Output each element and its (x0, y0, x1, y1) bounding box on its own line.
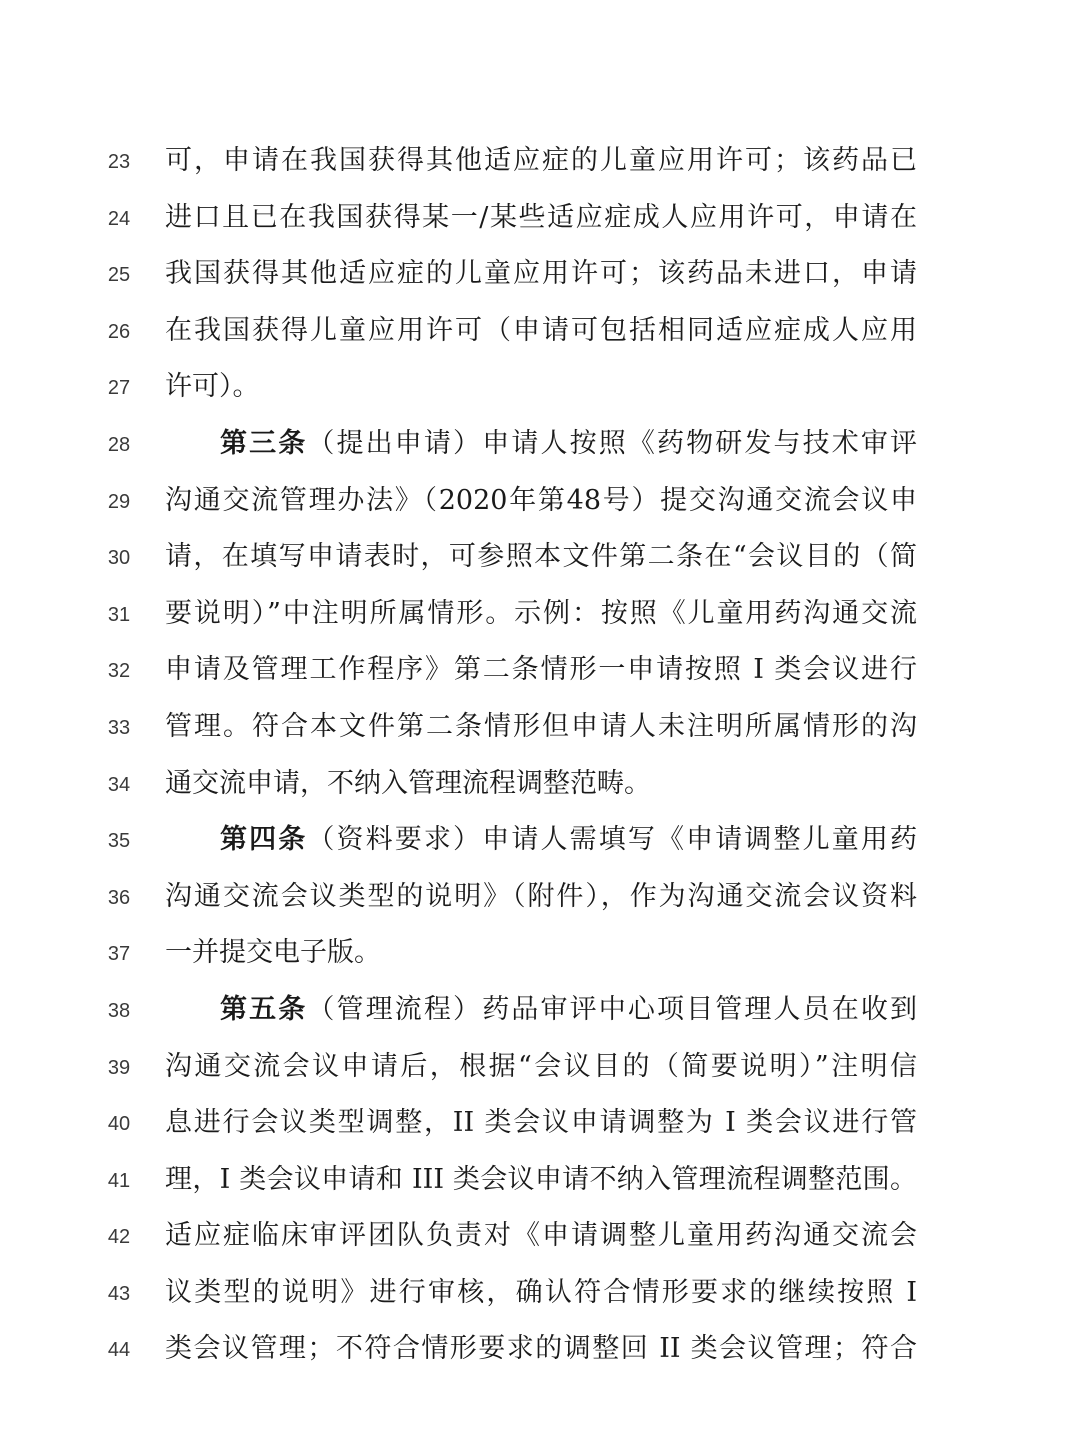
line-text: 沟通交流会议申请后，根据“会议目的（简要说明）”注明信 (165, 1051, 917, 1082)
line-number: 29 (107, 491, 131, 513)
line-number: 40 (107, 1113, 131, 1135)
text-line (0, 1101, 1080, 1145)
line-number: 24 (107, 208, 131, 230)
article-text: （资料要求）申请人需填写《申请调整儿童用药 (307, 824, 918, 855)
line-number: 41 (107, 1170, 131, 1192)
line-number: 25 (107, 264, 131, 286)
line-text: 我国获得其他适应症的儿童应用许可；该药品未进口，申请 (165, 258, 917, 289)
line-text: 请，在填写申请表时，可参照本文件第二条在“会议目的（简 (165, 541, 917, 572)
line-number: 26 (107, 321, 131, 343)
line-number: 35 (107, 830, 131, 852)
text-line (0, 196, 1080, 240)
line-text: 理，I 类会议申请和 III 类会议申请不纳入管理流程调整范围。 (165, 1164, 917, 1195)
line-number: 42 (107, 1226, 131, 1248)
line-number: 39 (107, 1057, 131, 1079)
article-heading-line (0, 818, 1080, 862)
article-text: （提出申请）申请人按照《药物研发与技术审评 (307, 428, 918, 459)
line-text: 通交流申请，不纳入管理流程调整范畴。 (165, 768, 651, 799)
line-number: 38 (107, 1000, 131, 1022)
line-number: 44 (107, 1339, 131, 1361)
line-number: 32 (107, 660, 131, 682)
line-text (220, 988, 917, 1032)
text-line (0, 705, 1080, 749)
text-line (0, 648, 1080, 692)
line-text: 沟通交流管理办法》（2020年第48号）提交沟通交流会议申 (165, 485, 917, 516)
line-text: 可，申请在我国获得其他适应症的儿童应用许可；该药品已 (165, 145, 917, 176)
text-line (0, 592, 1080, 636)
line-text (220, 818, 917, 862)
text-line (0, 252, 1080, 296)
article-title: 第四条 (220, 824, 308, 855)
line-text: 要说明）”中注明所属情形。示例：按照《儿童用药沟通交流 (165, 598, 917, 629)
line-text: 息进行会议类型调整，II 类会议申请调整为 I 类会议进行管 (165, 1107, 917, 1138)
line-text (220, 422, 917, 466)
text-line (0, 931, 1080, 975)
line-text: 适应症临床审评团队负责对《申请调整儿童用药沟通交流会 (165, 1220, 917, 1251)
text-line (0, 762, 1080, 806)
text-line (0, 1327, 1080, 1371)
text-line (0, 1271, 1080, 1315)
article-title: 第五条 (220, 994, 308, 1025)
line-number: 34 (107, 774, 131, 796)
line-text: 沟通交流会议类型的说明》（附件），作为沟通交流会议资料 (165, 881, 917, 912)
line-text: 许可）。 (165, 371, 260, 402)
line-number: 37 (107, 943, 131, 965)
line-number: 23 (107, 151, 131, 173)
article-heading-line (0, 422, 1080, 466)
text-line (0, 875, 1080, 919)
text-line (0, 1158, 1080, 1202)
article-text: （管理流程）药品审评中心项目管理人员在收到 (307, 994, 918, 1025)
text-line (0, 479, 1080, 523)
text-line (0, 535, 1080, 579)
line-number: 43 (107, 1283, 131, 1305)
line-number: 30 (107, 547, 131, 569)
line-number: 31 (107, 604, 131, 626)
text-line (0, 1214, 1080, 1258)
text-line (0, 139, 1080, 183)
line-text: 进口且已在我国获得某一/某些适应症成人应用许可，申请在 (165, 202, 917, 233)
line-text: 类会议管理；不符合情形要求的调整回 II 类会议管理；符合 (165, 1333, 917, 1364)
line-text: 申请及管理工作程序》第二条情形一申请按照 I 类会议进行 (165, 654, 917, 685)
article-title: 第三条 (220, 428, 308, 459)
line-number: 36 (107, 887, 131, 909)
line-number: 27 (107, 377, 131, 399)
text-line (0, 1045, 1080, 1089)
text-line (0, 309, 1080, 353)
line-number: 33 (107, 717, 131, 739)
line-text: 一并提交电子版。 (165, 937, 381, 968)
line-text: 管理。符合本文件第二条情形但申请人未注明所属情形的沟 (165, 711, 917, 742)
article-heading-line (0, 988, 1080, 1032)
line-text: 在我国获得儿童应用许可（申请可包括相同适应症成人应用 (165, 315, 917, 346)
line-number: 28 (107, 434, 131, 456)
text-line (0, 365, 1080, 409)
line-text: 议类型的说明》进行审核，确认符合情形要求的继续按照 I (165, 1277, 917, 1308)
